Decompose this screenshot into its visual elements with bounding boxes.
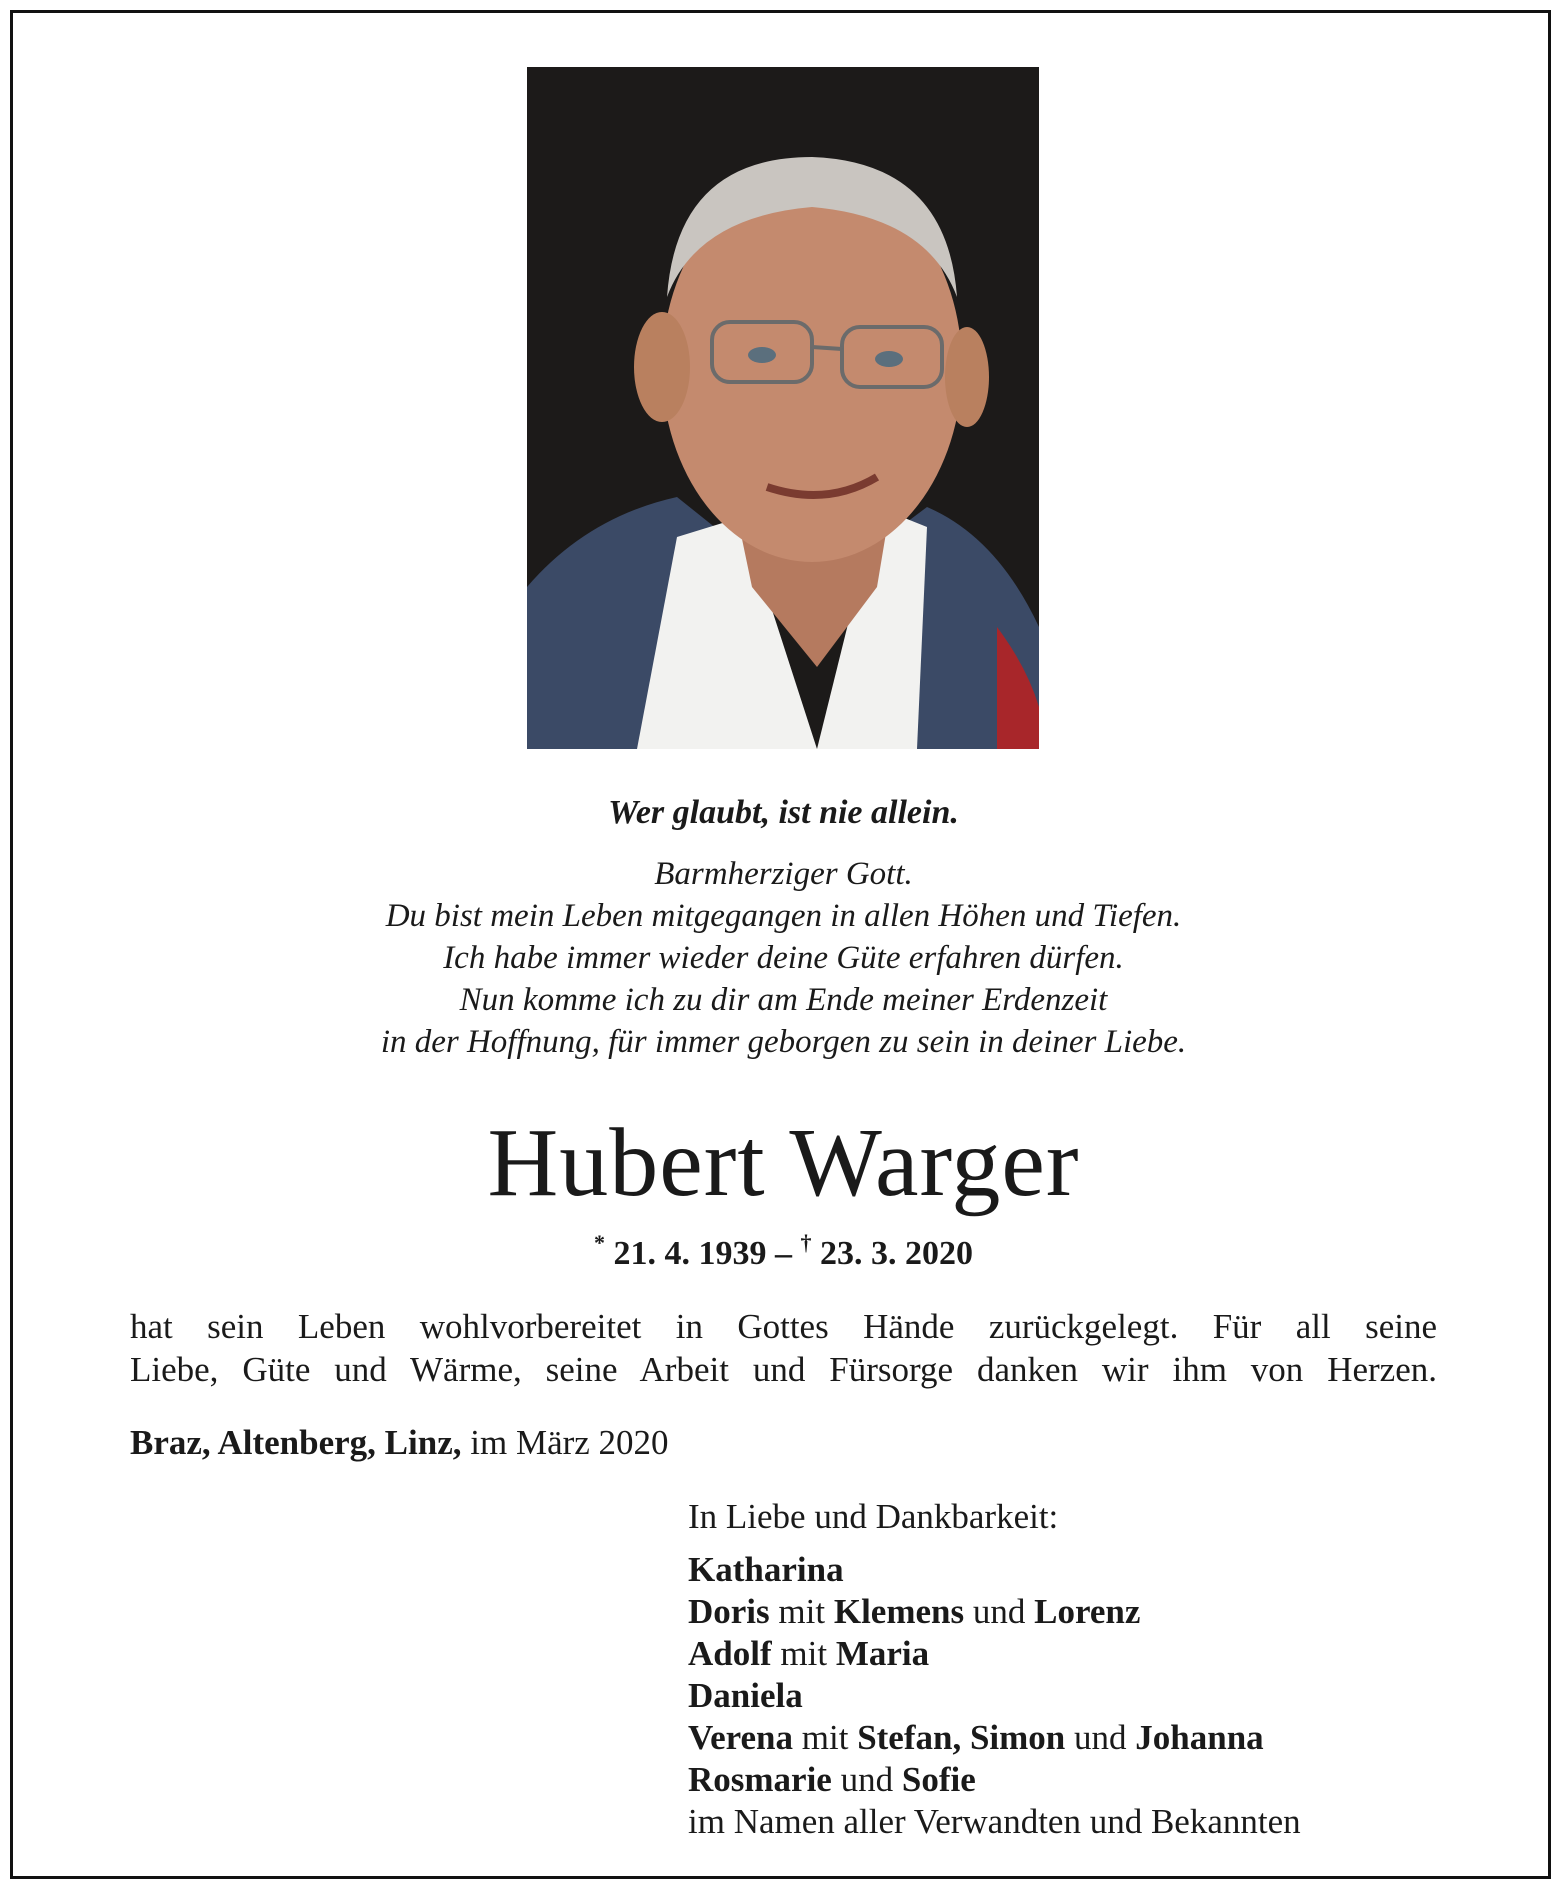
connector: mit bbox=[801, 1718, 849, 1757]
mourner-name: Rosmarie bbox=[688, 1760, 832, 1799]
place-and-date bbox=[130, 1423, 669, 1463]
deceased-name: Hubert Warger bbox=[487, 1109, 1080, 1217]
mourner-names bbox=[688, 1759, 976, 1801]
birth-symbol: * bbox=[594, 1230, 605, 1255]
mourner-names bbox=[688, 1717, 1264, 1759]
mourner-names bbox=[688, 1549, 844, 1591]
quote-line: Barmherziger Gott. bbox=[654, 856, 913, 892]
mourner-name: Daniela bbox=[688, 1676, 803, 1715]
quote-line: Ich habe immer wieder deine Güte erfahren dürfen. bbox=[443, 940, 1124, 976]
mourner-name: Maria bbox=[835, 1634, 930, 1673]
connector: und bbox=[1074, 1718, 1127, 1757]
notice-text bbox=[130, 1305, 1437, 1391]
portrait-image bbox=[527, 67, 1039, 749]
quote-title: Wer glaubt, ist nie allein. bbox=[608, 794, 959, 831]
mourner-name: Doris bbox=[688, 1592, 770, 1631]
quote-line: in der Hoffnung, für immer geborgen zu sein in deiner Liebe. bbox=[380, 1024, 1187, 1060]
mourner-name: Adolf bbox=[688, 1634, 772, 1673]
connector: und bbox=[972, 1592, 1026, 1631]
quote-line: Nun komme ich zu dir am Ende meiner Erdenzeit bbox=[459, 982, 1108, 1018]
quote-line: Du bist mein Leben mitgegangen in allen Höhen und Tiefen. bbox=[385, 898, 1182, 934]
mourner-names bbox=[688, 1633, 929, 1675]
death-date: 23. 3. 2020 bbox=[820, 1235, 973, 1272]
birth-date: 21. 4. 1939 bbox=[613, 1235, 767, 1272]
mourner-name: Johanna bbox=[1135, 1718, 1264, 1757]
mourner-name: Lorenz bbox=[1034, 1592, 1141, 1631]
mourner-names bbox=[688, 1675, 803, 1717]
closing-line: im Namen aller Verwandten und Bekannten bbox=[688, 1802, 1301, 1841]
mourner-name: Klemens bbox=[833, 1592, 965, 1631]
mourner-name: Stefan, Simon bbox=[857, 1718, 1066, 1757]
connector: mit bbox=[778, 1592, 826, 1631]
mourner-names bbox=[688, 1591, 1140, 1633]
notice-line: Liebe, Güte und Wärme, seine Arbeit und Fürsorge danken wir ihm von Herzen. bbox=[130, 1350, 1437, 1389]
portrait-photo bbox=[527, 67, 1039, 749]
quote-text bbox=[0, 853, 1567, 1063]
notice-line: hat sein Leben wohlvorbereitet in Gottes Hände zurückgelegt. Für all seine bbox=[130, 1307, 1437, 1346]
life-dates bbox=[0, 1230, 1567, 1273]
places: Braz, Altenberg, Linz, bbox=[130, 1423, 462, 1462]
thanks-line: In Liebe und Dankbarkeit: bbox=[688, 1497, 1059, 1536]
mourner-name: Sofie bbox=[901, 1760, 976, 1799]
connector: mit bbox=[780, 1634, 828, 1673]
mourner-name: Verena bbox=[688, 1718, 793, 1757]
mourner-name: Katharina bbox=[688, 1550, 844, 1589]
connector: und bbox=[840, 1760, 894, 1799]
death-symbol: † bbox=[800, 1230, 812, 1255]
notice-date: im März 2020 bbox=[470, 1423, 669, 1462]
date-separator: – bbox=[775, 1235, 792, 1272]
